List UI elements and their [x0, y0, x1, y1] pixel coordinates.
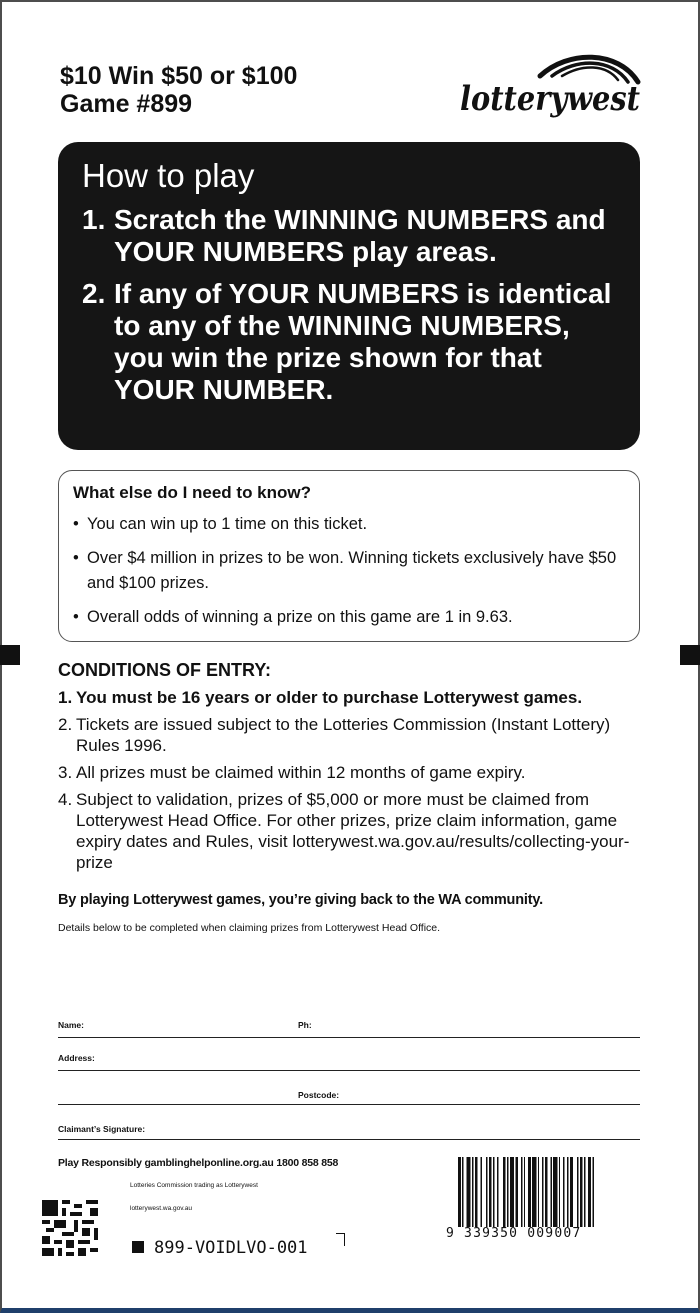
condition-number: 1. [58, 688, 73, 707]
how-to-play-step [82, 204, 618, 268]
barcode-bar [489, 1157, 492, 1227]
barcode-bar [577, 1157, 578, 1227]
barcode-bar [497, 1157, 498, 1227]
what-else-item: • Over $4 million in prizes to be won. Winning tickets exclusively have $50 and $100 prizes. [73, 546, 623, 596]
how-to-play-steps [82, 204, 618, 406]
barcode-bar [510, 1157, 514, 1227]
barcode-bar [580, 1157, 583, 1227]
barcode-bar [567, 1157, 568, 1227]
barcode-bar [542, 1157, 543, 1227]
barcode-bar [503, 1157, 506, 1227]
play-responsibly-text: Play Responsibly gamblinghelponline.org.au 1800 858 858 [58, 1157, 339, 1169]
registration-mark-right [680, 645, 700, 665]
phone-label: Ph: [298, 1020, 312, 1030]
how-to-play-heading: How to play [82, 157, 255, 194]
how-to-play-panel [58, 142, 640, 450]
how-to-play-step [82, 278, 618, 406]
conditions-of-entry [58, 660, 648, 879]
signature-label: Claimant’s Signature: [58, 1124, 146, 1134]
ticket-serial [132, 1238, 308, 1258]
registration-mark-left [0, 645, 20, 665]
barcode-bar [466, 1157, 470, 1227]
condition-item [58, 687, 648, 708]
barcode-bar [475, 1157, 478, 1227]
ticket-title [60, 62, 297, 118]
barcode-bar [559, 1157, 560, 1227]
name-label: Name: [58, 1020, 84, 1030]
barcode-bar [515, 1157, 518, 1227]
barcode-bar [588, 1157, 591, 1227]
what-else-list [73, 512, 623, 630]
ticket-title-price: $10 Win $50 or $100 [60, 62, 298, 90]
barcode-bar [486, 1157, 487, 1227]
signature-line[interactable] [58, 1139, 640, 1140]
lotterywest-logo [458, 48, 648, 128]
barcode-bar [538, 1157, 539, 1227]
condition-text: You must be 16 years or older to purchase Lotterywest games. [76, 688, 583, 707]
barcode-bar [507, 1157, 508, 1227]
barcode-bar [550, 1157, 551, 1227]
postcode-line[interactable] [58, 1104, 640, 1105]
barcode-bar [462, 1157, 463, 1227]
website-text: lotterywest.wa.gov.au [130, 1205, 193, 1212]
conditions-heading: CONDITIONS OF ENTRY: [58, 660, 271, 680]
barcode-bar [472, 1157, 473, 1227]
condition-number: 3. [58, 763, 73, 782]
what-else-box [58, 470, 640, 642]
condition-number: 2. [58, 715, 73, 734]
ticket-title-game: Game #899 [60, 90, 193, 118]
serial-marker-icon [132, 1241, 144, 1253]
barcode-bar [563, 1157, 564, 1227]
barcode-bar [584, 1157, 585, 1227]
barcode-bar [592, 1157, 593, 1227]
condition-item [58, 762, 648, 783]
barcode-bar [524, 1157, 525, 1227]
barcode-bar [570, 1157, 573, 1227]
step-number: 1. [82, 204, 106, 235]
serial-number: 899-VOIDLVO-001 [154, 1238, 308, 1258]
qr-code [42, 1200, 98, 1256]
condition-item [58, 789, 648, 873]
postcode-label: Postcode: [298, 1090, 340, 1100]
step-text: Scratch the WINNING NUMBERS and YOUR NUMBERS play areas. [114, 204, 606, 267]
barcode-bar [458, 1157, 461, 1227]
barcode-number: 9 339350 009007 [446, 1226, 582, 1241]
what-else-heading: What else do I need to know? [73, 483, 312, 502]
step-number: 2. [82, 278, 106, 309]
condition-item [58, 714, 648, 756]
barcode-bar [528, 1157, 531, 1227]
condition-number: 4. [58, 790, 73, 809]
barcode-bar [545, 1157, 548, 1227]
address-line[interactable] [58, 1070, 640, 1071]
name-phone-line[interactable] [58, 1037, 640, 1038]
barcode-bar [521, 1157, 522, 1227]
conditions-list [58, 687, 648, 873]
serial-bracket-mark [336, 1233, 345, 1246]
giving-back-statement: By playing Lotterywest games, you’re giving back to the WA community. [58, 892, 543, 908]
what-else-item: • Overall odds of winning a prize on this game are 1 in 9.63. [73, 605, 623, 630]
condition-text: All prizes must be claimed within 12 months of game expiry. [76, 763, 526, 782]
barcode-bar [532, 1157, 536, 1227]
logo-text: lotterywest [460, 79, 641, 119]
barcode-bar [553, 1157, 557, 1227]
condition-text: Subject to validation, prizes of $5,000 or more must be claimed from Lotterywest Head Office. For other prizes, prize claim information, game expiry dates and Rules, visit lotterywest.wa.gov.au/results/collecting-your-prize [76, 790, 630, 872]
commission-text: Lotteries Commission trading as Lotterywest [130, 1182, 258, 1189]
barcode [458, 1157, 636, 1227]
what-else-item: • You can win up to 1 time on this ticket. [73, 512, 623, 537]
condition-text: Tickets are issued subject to the Lotteries Commission (Instant Lottery) Rules 1996. [76, 715, 611, 755]
barcode-bar [480, 1157, 481, 1227]
address-label: Address: [58, 1053, 95, 1063]
step-text: If any of YOUR NUMBERS is identical to any of the WINNING NUMBERS, you win the prize shown for that YOUR NUMBER. [114, 278, 612, 405]
barcode-bar [493, 1157, 494, 1227]
details-note: Details below to be completed when claiming prizes from Lotterywest Head Office. [58, 922, 441, 934]
